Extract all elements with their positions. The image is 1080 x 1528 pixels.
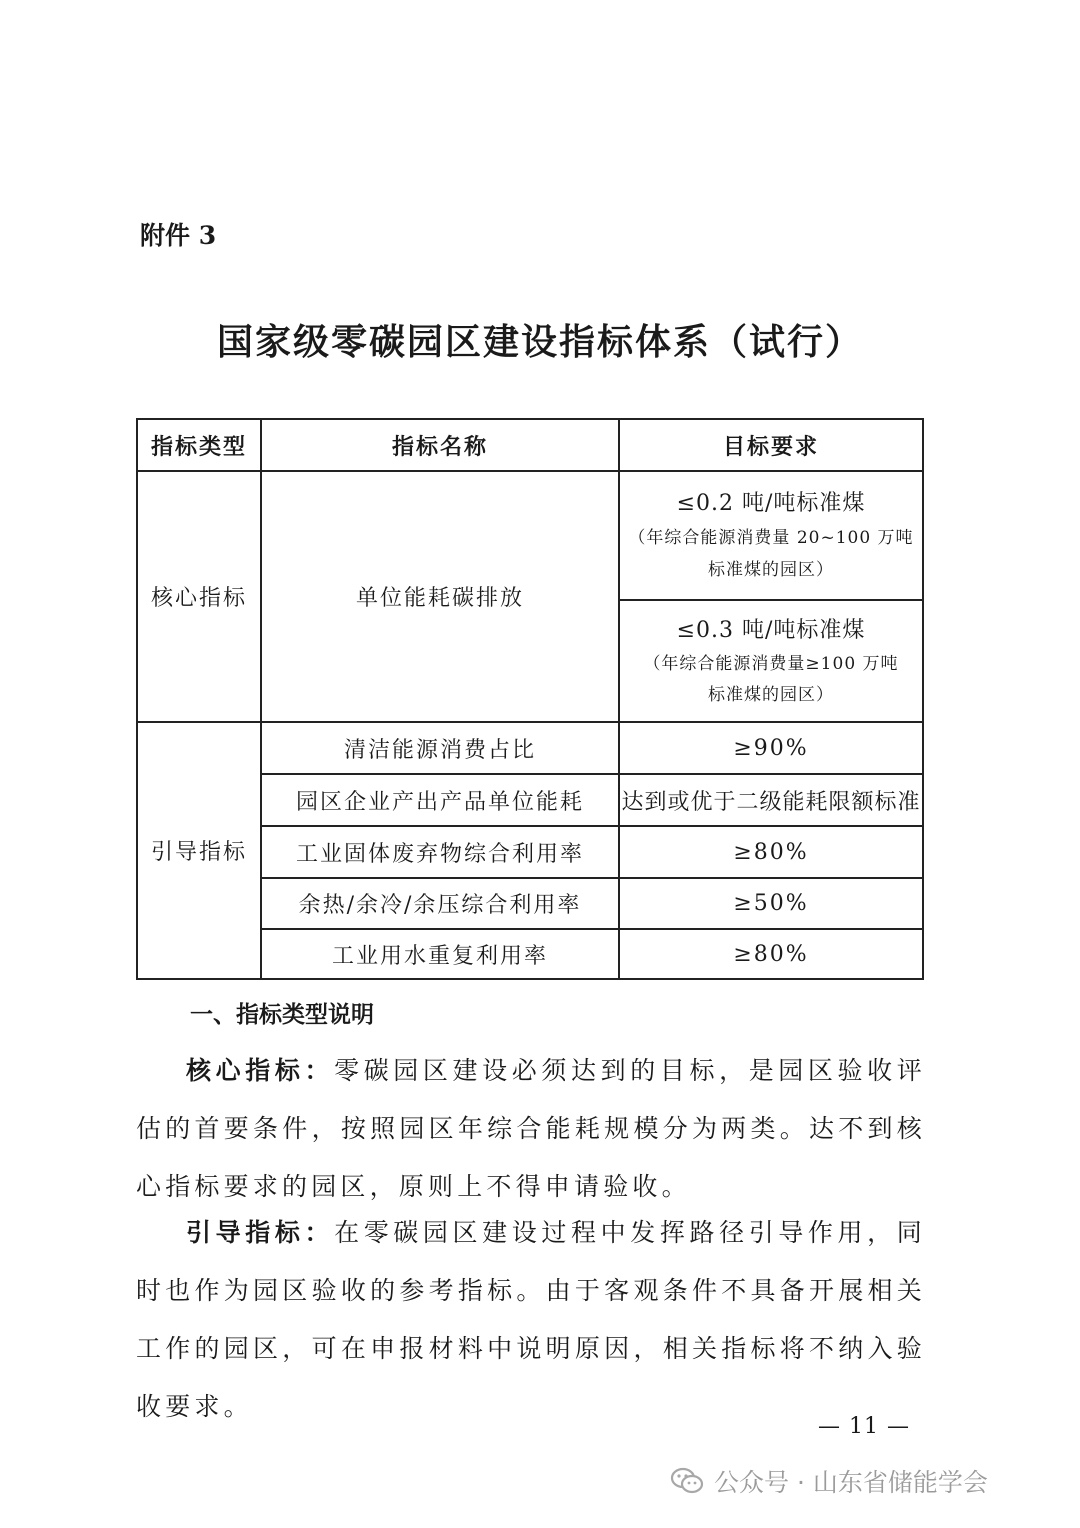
paragraph-guide-lead: 引导指标： bbox=[186, 1218, 335, 1247]
page-title: 国家级零碳园区建设指标体系（试行） bbox=[216, 321, 863, 363]
core-target-2-note-2: 标准煤的园区） bbox=[708, 684, 834, 705]
guide-row-1-name: 清洁能源消费占比 bbox=[343, 737, 536, 763]
core-target-1-note-2: 标准煤的园区） bbox=[708, 560, 834, 580]
paragraph-core bbox=[136, 1042, 926, 1216]
page-number: — 11 — bbox=[818, 1414, 910, 1439]
core-target-2-note-1: （年综合能源消费量≥100 万吨 bbox=[643, 653, 899, 674]
paragraph-core-lead: 核心指标： bbox=[186, 1056, 335, 1085]
indicator-table bbox=[136, 418, 924, 980]
core-target-2 bbox=[620, 601, 922, 721]
paragraph-guide-text: 在零碳园区建设过程中发挥路径引导作用，同时也作为园区验收的参考指标。由于客观条件不具备开展相关工作的园区，可在申报材料中说明原因，相关指标将不纳入验收要求。 bbox=[136, 1218, 926, 1421]
guide-row-2-name: 园区企业产出产品单位能耗 bbox=[295, 789, 584, 815]
guide-row-1-target: ≥90% bbox=[733, 735, 809, 761]
paragraph-guide bbox=[136, 1204, 926, 1436]
guide-row-4-target: ≥50% bbox=[733, 891, 809, 916]
paragraph-core-text: 零碳园区建设必须达到的目标，是园区验收评估的首要条件，按照园区年综合能耗规模分为两类。达不到核心指标要求的园区，原则上不得申请验收。 bbox=[136, 1056, 926, 1201]
core-target-1 bbox=[620, 472, 922, 599]
attachment-label: 附件 3 bbox=[140, 221, 217, 250]
header-indicator-name: 指标名称 bbox=[391, 433, 488, 460]
guide-row-3-target: ≥80% bbox=[733, 839, 809, 865]
core-target-1-note-1: （年综合能源消费量 20~100 万吨 bbox=[628, 528, 914, 548]
guide-row-4-name: 余热/余冷/余压综合利用率 bbox=[298, 893, 582, 918]
wechat-icon bbox=[670, 1466, 704, 1496]
section-heading: 一、指标类型说明 bbox=[190, 1001, 374, 1028]
core-indicator-name: 单位能耗碳排放 bbox=[355, 586, 524, 611]
core-target-1-value: ≤0.2 吨/吨标准煤 bbox=[676, 491, 866, 516]
header-indicator-type: 指标类型 bbox=[150, 433, 247, 460]
footer-text: 公众号 · 山东省储能学会 bbox=[714, 1468, 988, 1497]
guide-row-3-name: 工业固体废弃物综合利用率 bbox=[295, 841, 584, 867]
guide-indicator-type: 引导指标 bbox=[150, 840, 247, 865]
core-indicator-type: 核心指标 bbox=[150, 586, 247, 611]
guide-row-5-target: ≥80% bbox=[733, 941, 809, 967]
header-target: 目标要求 bbox=[722, 433, 819, 460]
core-target-2-value: ≤0.3 吨/吨标准煤 bbox=[676, 617, 866, 643]
watermark-footer bbox=[670, 1463, 988, 1499]
guide-row-5-name: 工业用水重复利用率 bbox=[331, 943, 548, 969]
guide-row-2-target: 达到或优于二级能耗限额标准 bbox=[621, 789, 921, 815]
